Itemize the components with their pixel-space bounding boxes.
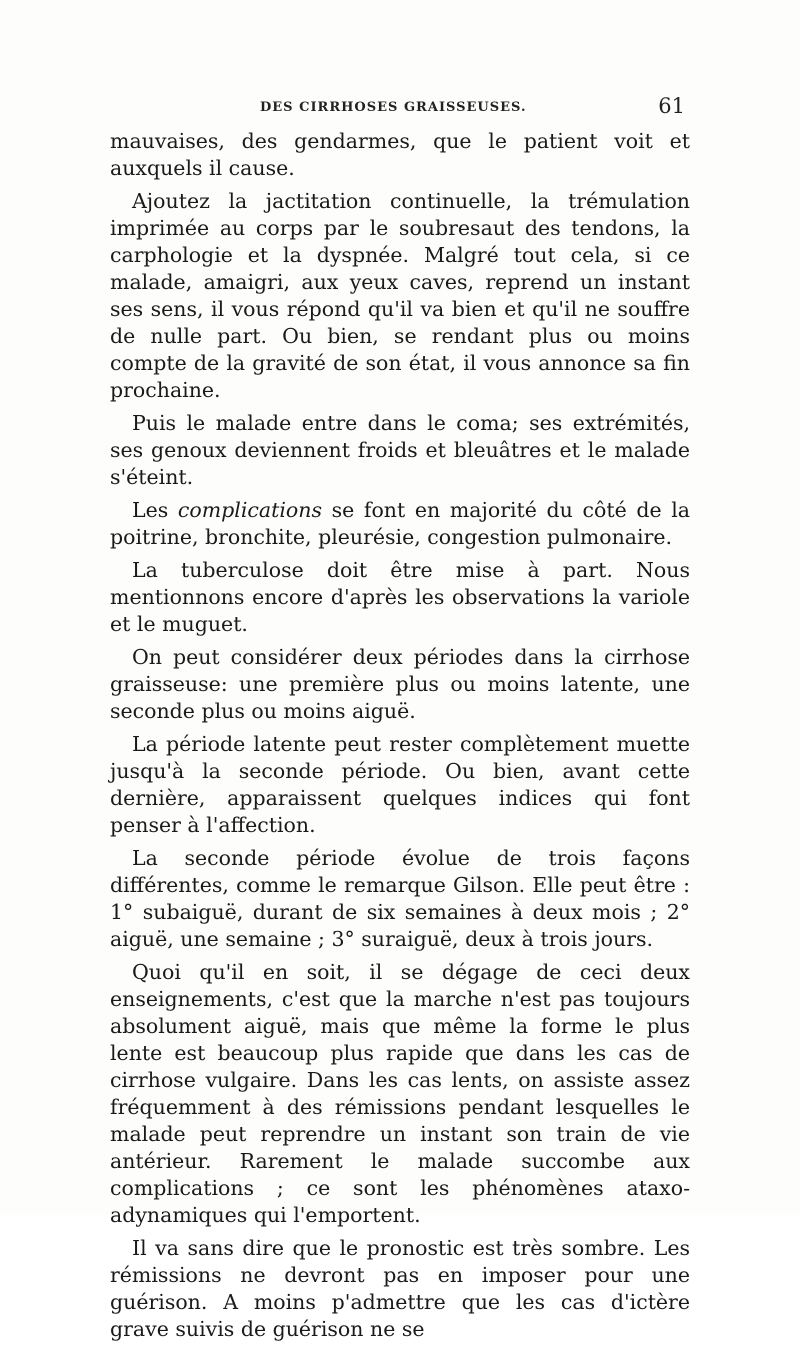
- body-text: [110, 128, 690, 1349]
- paragraph: Puis le malade entre dans le coma; ses extrémités, ses genoux deviennent froids et bleuâtres et le malade s'éteint.: [110, 411, 690, 489]
- paragraph: On peut considérer deux périodes dans la cirrhose graisseuse: une première plus ou moins latente, une seconde plus ou moins aiguë.: [110, 645, 690, 723]
- paragraph: Ajoutez la jactitation continuelle, la trémulation imprimée au corps par le soubresaut des tendons, la carphologie et la dyspnée. Malgré tout cela, si ce malade, amaigri, aux yeux caves, reprend un instant ses sens, il vous répond qu'il va bien et qu'il ne souffre de nulle part. Ou bien, se rendant plus ou moins compte de la gravité de son état, il vous annonce sa fin prochaine.: [110, 189, 690, 402]
- paragraph: Il va sans dire que le pronostic est très sombre. Les rémissions ne devront pas en imposer pour une guérison. A moins p'admettre que les cas d'ictère grave suivis de guérison ne se: [110, 1236, 690, 1341]
- paragraph: [110, 497, 690, 551]
- paragraph: Quoi qu'il en soit, il se dégage de ceci deux enseignements, c'est que la marche n'est pas toujours absolument aiguë, mais que même la forme le plus lente est beaucoup plus rapide que dans les cas de cirrhose vulgaire. Dans les cas lents, on assiste assez fréquemment à des rémissions pendant lesquelles le malade peut reprendre un instant son train de vie antérieur. Rarement le malade succombe aux complications ; ce sont les phénomènes ataxo-adynamiques qui l'emportent.: [110, 960, 690, 1227]
- paragraph-rest: se font en majorité du côté de la poitrine, bronchite, pleurésie, congestion pulmonaire.: [110, 498, 690, 549]
- paragraph: mauvaises, des gendarmes, que le patient voit et auxquels il cause.: [110, 129, 690, 180]
- paragraph: La période latente peut rester complètement muette jusqu'à la seconde période. Ou bien, avant cette dernière, apparaissent quelques indices qui font penser à l'affection.: [110, 732, 690, 837]
- emphasized-term: complications: [177, 498, 322, 522]
- running-title: DES CIRRHOSES GRAISSEUSES.: [260, 100, 527, 115]
- paragraph-lead: Les: [132, 498, 178, 522]
- page-number: 61: [658, 94, 685, 118]
- page-header: [110, 94, 685, 120]
- paragraph: La tuberculose doit être mise à part. Nous mentionnons encore d'après les observations la variole et le muguet.: [110, 558, 690, 636]
- paragraph: La seconde période évolue de trois façons différentes, comme le remarque Gilson. Elle peut être : 1° subaiguë, durant de six semaines à deux mois ; 2° aiguë, une semaine ; 3° suraiguë, deux à trois jours.: [110, 846, 690, 951]
